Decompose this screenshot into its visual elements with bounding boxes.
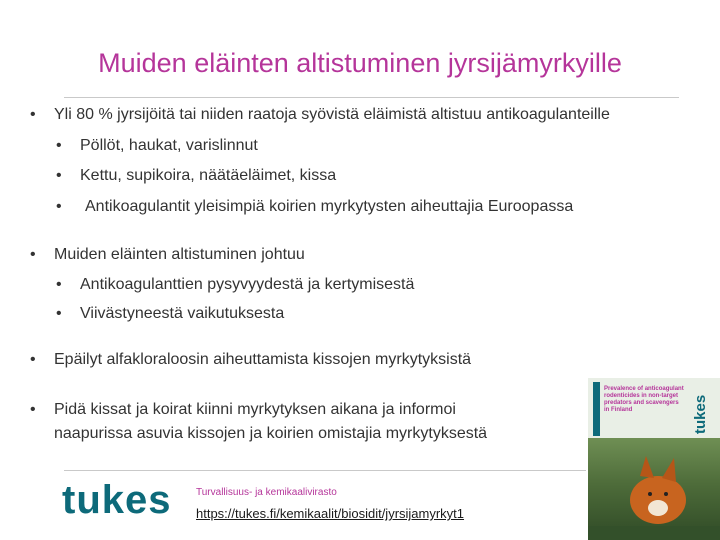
bullet-marker: • [56,276,62,293]
bullet-marker: • [30,246,36,263]
bullet-text: Yli 80 % jyrsijöitä tai niiden raatoja syövistä eläimistä altistuu antikoagulanteille [54,106,610,123]
bullet-marker: • [30,351,36,368]
bullet-text: Antikoagulanttien pysyvyydestä ja kertymisestä [80,276,415,293]
jyrsijamyrkyt-link[interactable]: https://tukes.fi/kemikaalit/biosidit/jyrsijamyrkyt1 [196,506,465,521]
bullet-marker: • [56,305,62,322]
bullet-marker: • [56,198,62,215]
slide-title: Muiden eläinten altistuminen jyrsijämyrkyille [98,48,622,78]
bullet-text: Muiden eläinten altistuminen johtuu [54,246,305,263]
fox-photo [588,438,720,540]
bullet-marker: • [56,167,62,184]
agency-name: Turvallisuus- ja kemikaalivirasto [196,487,337,498]
cover-tukes-logo: tukes [692,394,709,434]
footer-divider [64,470,586,471]
bullet-marker: • [56,137,62,154]
bullet-marker: • [30,106,36,123]
title-divider [64,97,679,98]
report-cover-image [588,378,720,540]
cover-heading: Prevalence of anticoagulant rodenticides in non-target predators and scavengers in Finland [604,386,684,413]
bullet-text: Pöllöt, haukat, varislinnut [80,137,258,154]
tukes-logo: tukes [62,478,172,522]
bullet-marker: • [30,401,36,418]
bullet-text: Pidä kissat ja koirat kiinni myrkytyksen aikana ja informoi naapurissa asuvia kissojen ja koirien omistajia myrkytyksestä [54,401,488,442]
fox-icon [588,438,720,540]
bullet-text: Antikoagulantit yleisimpiä koirien myrkytysten aiheuttajia Euroopassa [85,198,574,215]
cover-spine-strip [593,382,600,436]
bullet-text: Viivästyneestä vaikutuksesta [80,305,285,322]
bullet-text: Kettu, supikoira, näätäeläimet, kissa [80,167,337,184]
bullet-text: Epäilyt alfakloraloosin aiheuttamista kissojen myrkytyksistä [54,351,472,368]
